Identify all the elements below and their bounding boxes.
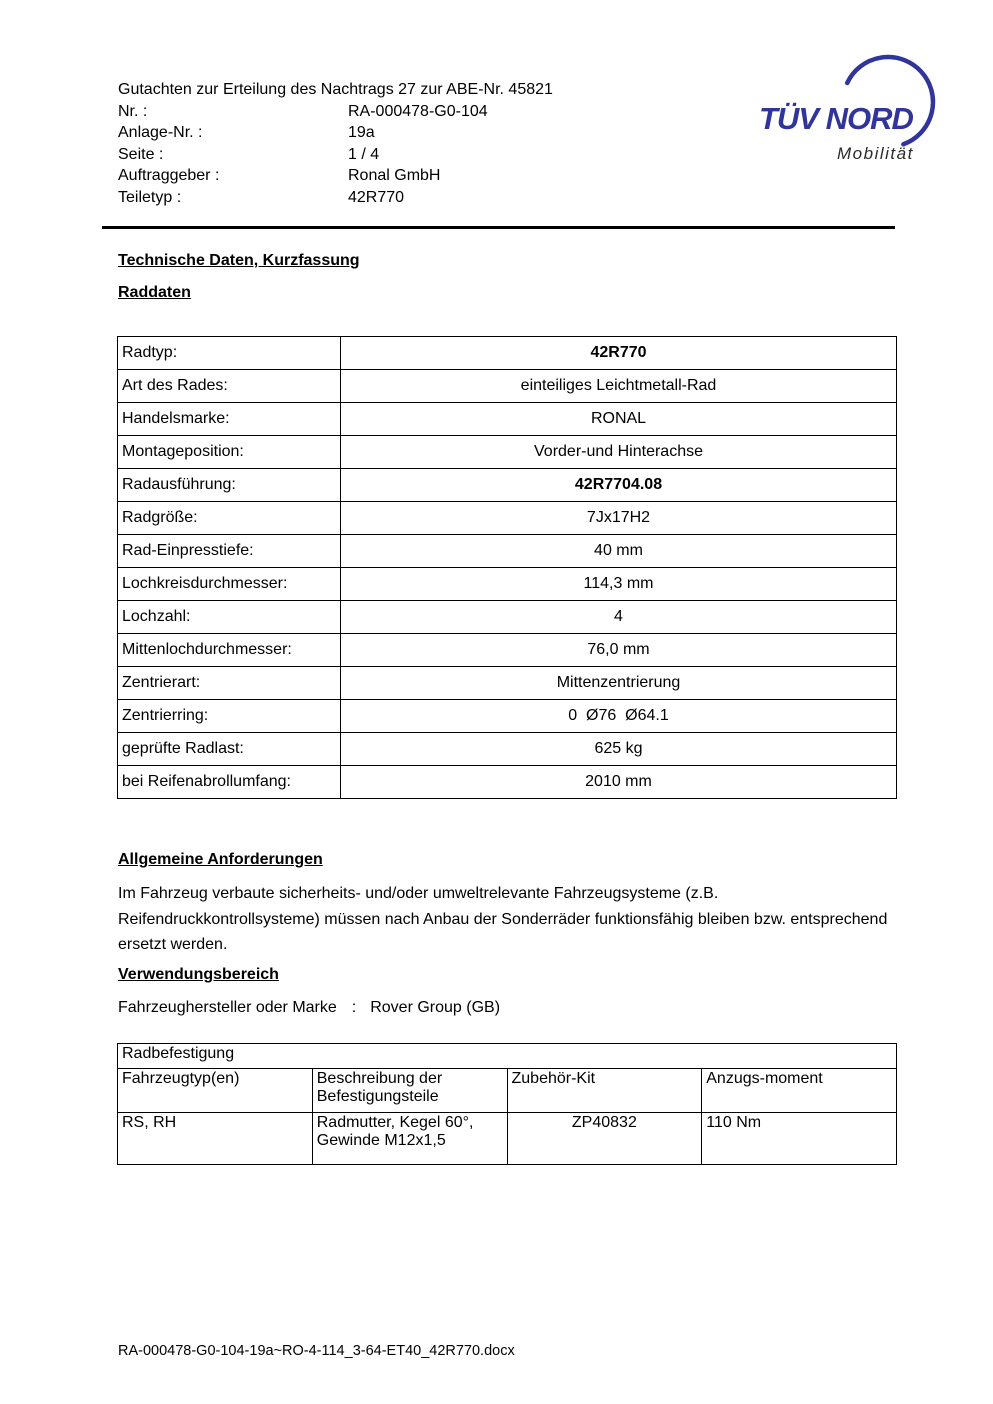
header-field-label: Anlage-Nr. : — [118, 124, 203, 141]
header-fields — [118, 101, 553, 209]
header-field-value: 19a — [348, 124, 375, 141]
header-field-value: 1 / 4 — [348, 145, 380, 163]
fahrzeughersteller-label: Fahrzeughersteller oder Marke — [118, 999, 337, 1016]
header-field-value: 42R770 — [348, 188, 405, 206]
header-field-row — [118, 165, 553, 187]
header-field-label: Nr. : — [118, 102, 148, 120]
radbefestigung-caption-row — [118, 1044, 897, 1069]
raddaten-value: 42R7704.08 — [341, 469, 897, 502]
header-field-label: Teiletyp : — [118, 188, 182, 206]
fahrzeughersteller-line — [118, 999, 500, 1017]
raddaten-label: Zentrierring: — [118, 700, 341, 733]
header-field-label: Auftraggeber : — [118, 167, 220, 184]
header-field-row — [118, 101, 553, 123]
header-field-row — [118, 144, 553, 166]
raddaten-label: Art des Rades: — [118, 370, 341, 403]
section-heading-verwendungsbereich: Verwendungsbereich — [118, 966, 279, 983]
raddaten-row — [118, 568, 897, 601]
raddaten-value: 7Jx17H2 — [341, 502, 897, 535]
header-field-row — [118, 122, 553, 144]
raddaten-row — [118, 766, 897, 799]
radbefestigung-data-cell: RS, RH — [118, 1113, 313, 1165]
header-field-row — [118, 187, 553, 209]
radbefestigung-data-cell: ZP40832 — [507, 1113, 702, 1165]
raddaten-value: RONAL — [341, 403, 897, 436]
raddaten-row — [118, 370, 897, 403]
raddaten-row — [118, 436, 897, 469]
radbefestigung-table-body — [118, 1044, 897, 1165]
raddaten-value: 40 mm — [341, 535, 897, 568]
raddaten-label: geprüfte Radlast: — [118, 733, 341, 766]
header-field-label: Seite : — [118, 145, 164, 163]
logo-tagline: Mobilität — [837, 144, 914, 163]
fahrzeughersteller-value: Rover Group (GB) — [370, 999, 501, 1016]
raddaten-label: Lochzahl: — [118, 601, 341, 634]
radbefestigung-data-cell: Radmutter, Kegel 60°, Gewinde M12x1,5 — [312, 1113, 507, 1165]
raddaten-value: 0 Ø76 Ø64.1 — [341, 700, 897, 733]
raddaten-value: 4 — [341, 601, 897, 634]
raddaten-value: 42R770 — [341, 337, 897, 370]
header-field-value: Ronal GmbH — [348, 167, 441, 184]
raddaten-value: 625 kg — [341, 733, 897, 766]
radbefestigung-header-cell: Fahrzeugtyp(en) — [118, 1069, 313, 1113]
tuv-nord-logo — [757, 43, 967, 178]
radbefestigung-header-row — [118, 1069, 897, 1113]
raddaten-value: 76,0 mm — [341, 634, 897, 667]
raddaten-value: einteiliges Leichtmetall-Rad — [341, 370, 897, 403]
radbefestigung-table — [117, 1043, 897, 1165]
radbefestigung-header-cell: Beschreibung der Befestigungsteile — [312, 1069, 507, 1113]
raddaten-value: 2010 mm — [341, 766, 897, 799]
raddaten-row — [118, 535, 897, 568]
allgemeine-anforderungen-text: Im Fahrzeug verbaute sicherheits- und/oder umweltrelevante Fahrzeugsysteme (z.B. Reifendruckkontrollsysteme) müssen nach Anbau der Sonderräder funktionsfähig bleiben bzw. entsprechend ersetzt werden. — [118, 885, 888, 953]
raddaten-row — [118, 403, 897, 436]
header-field-value: RA-000478-G0-104 — [348, 102, 488, 120]
raddaten-label: bei Reifenabrollumfang: — [118, 766, 341, 799]
raddaten-row — [118, 667, 897, 700]
doc-header — [118, 79, 553, 208]
raddaten-label: Radgröße: — [118, 502, 341, 535]
section-heading-technische-daten: Technische Daten, Kurzfassung — [118, 252, 360, 269]
radbefestigung-data-cell: 110 Nm — [702, 1113, 897, 1165]
raddaten-label: Radausführung: — [118, 469, 341, 502]
raddaten-row — [118, 634, 897, 667]
raddaten-label: Zentrierart: — [118, 667, 341, 700]
raddaten-value: 114,3 mm — [341, 568, 897, 601]
logo-wordmark: TÜV NORD — [759, 101, 913, 136]
raddaten-label: Radtyp: — [118, 337, 341, 370]
raddaten-row — [118, 469, 897, 502]
raddaten-row — [118, 337, 897, 370]
raddaten-label: Rad-Einpresstiefe: — [118, 535, 341, 568]
raddaten-value: Mittenzentrierung — [341, 667, 897, 700]
raddaten-table — [117, 336, 897, 799]
radbefestigung-caption: Radbefestigung — [118, 1044, 897, 1069]
raddaten-row — [118, 733, 897, 766]
section-heading-allgemeine-anforderungen: Allgemeine Anforderungen — [118, 851, 323, 868]
raddaten-row — [118, 700, 897, 733]
radbefestigung-header-cell: Anzugs-moment — [702, 1069, 897, 1113]
section-heading-raddaten: Raddaten — [118, 284, 191, 301]
fahrzeughersteller-separator: : — [351, 999, 357, 1016]
raddaten-table-body — [118, 337, 897, 799]
radbefestigung-header-cell: Zubehör-Kit — [507, 1069, 702, 1113]
raddaten-row — [118, 601, 897, 634]
radbefestigung-data-row — [118, 1113, 897, 1165]
raddaten-label: Handelsmarke: — [118, 403, 341, 436]
doc-title: Gutachten zur Erteilung des Nachtrags 27 zur ABE-Nr. 45821 — [118, 81, 553, 98]
raddaten-label: Lochkreisdurchmesser: — [118, 568, 341, 601]
raddaten-label: Mittenlochdurchmesser: — [118, 634, 341, 667]
raddaten-row — [118, 502, 897, 535]
footer-filename: RA-000478-G0-104-19a~RO-4-114_3-64-ET40_42R770.docx — [118, 1343, 515, 1359]
header-divider — [102, 226, 895, 229]
raddaten-label: Montageposition: — [118, 436, 341, 469]
raddaten-value: Vorder-und Hinterachse — [341, 436, 897, 469]
